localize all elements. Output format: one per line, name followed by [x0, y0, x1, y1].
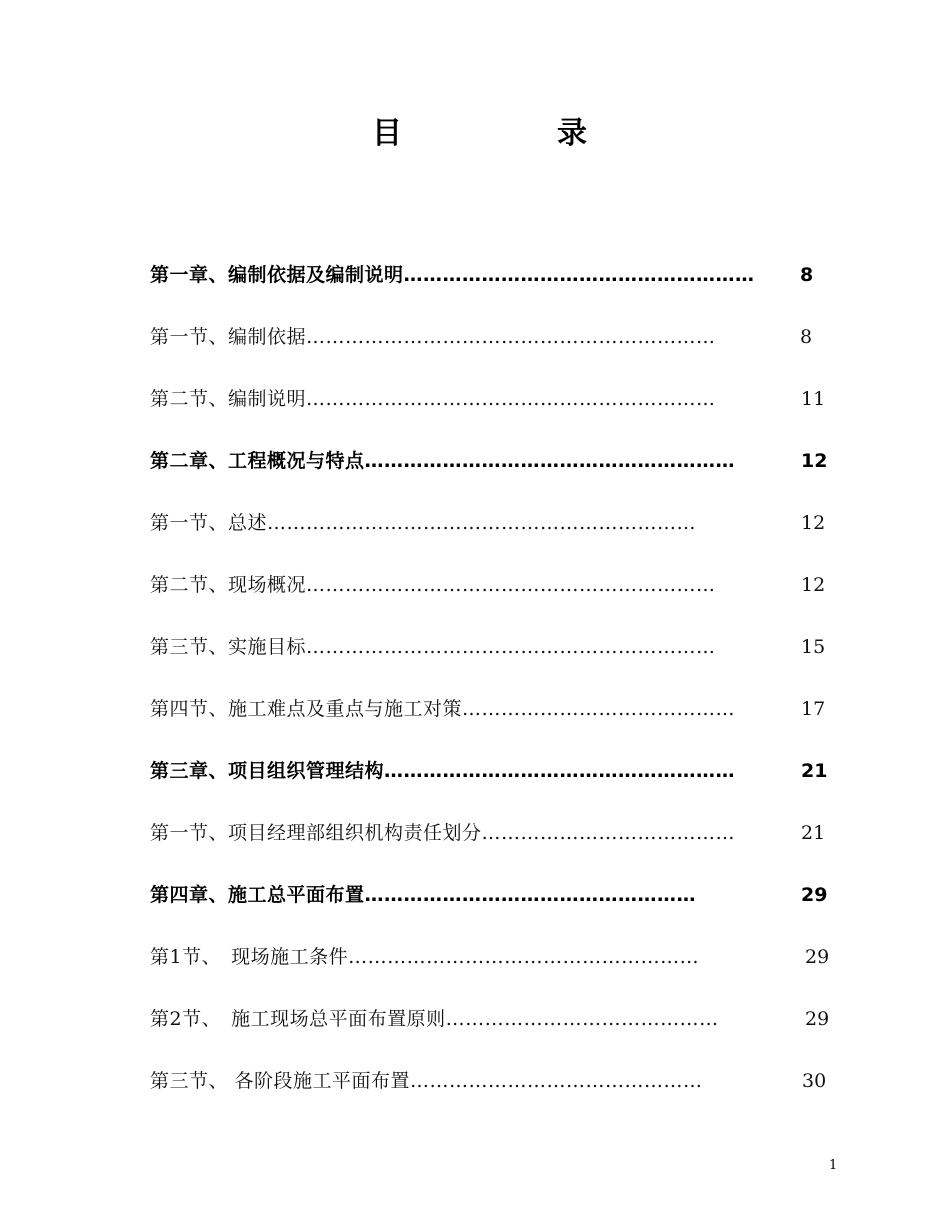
toc-entry-section[interactable]	[150, 633, 830, 661]
toc-entry-chapter-4[interactable]	[150, 881, 830, 909]
toc-entry-page: 30	[802, 1070, 827, 1092]
toc-entry-label: 第1节、 现场施工条件………………………………………………	[150, 946, 700, 968]
toc-entry-chapter-3[interactable]	[150, 757, 830, 785]
toc-entry-page: 21	[801, 760, 828, 782]
toc-entry-page: 15	[801, 636, 826, 658]
toc-entry-label: 第三章、项目组织管理结构………………………………………………	[150, 760, 736, 782]
toc-entry-label: 第2节、 施工现场总平面布置原则……………………………………	[150, 1008, 719, 1030]
toc-entry-section[interactable]	[150, 695, 830, 723]
toc-entry-page: 29	[805, 1008, 830, 1030]
toc-entry-chapter-1[interactable]	[150, 261, 830, 289]
toc-entry-label: 第三节、 各阶段施工平面布置………………………………………	[150, 1070, 703, 1092]
toc-entry-label: 第二节、编制说明………………………………………………………	[150, 388, 716, 410]
toc-entry-label: 第二章、工程概况与特点…………………………………………………	[150, 450, 736, 472]
toc-entry-chapter-2[interactable]	[150, 447, 830, 475]
toc-entry-label: 第四节、施工难点及重点与施工对策……………………………………	[150, 698, 736, 720]
toc-entry-label: 第一节、项目经理部组织机构责任划分…………………………………	[150, 822, 736, 844]
toc-title-char-1: 目	[372, 116, 402, 151]
toc-entry-label: 第三节、实施目标………………………………………………………	[150, 636, 716, 658]
toc-entry-section[interactable]	[150, 943, 830, 971]
toc-entry-page: 11	[801, 388, 826, 410]
toc-entry-page: 29	[801, 884, 828, 906]
page-number: 1	[829, 1158, 838, 1173]
toc-entry-label: 第一节、编制依据………………………………………………………	[150, 326, 716, 348]
toc-entry-label: 第二节、现场概况………………………………………………………	[150, 574, 716, 596]
toc-entry-section[interactable]	[150, 385, 830, 413]
toc-entry-page: 21	[801, 822, 826, 844]
toc-entry-page: 12	[801, 450, 828, 472]
toc-entry-page: 29	[805, 946, 830, 968]
toc-entry-section[interactable]	[150, 819, 830, 847]
toc-entry-label: 第一节、总述…………………………………………………………	[150, 512, 697, 534]
toc-entry-page: 17	[801, 698, 826, 720]
toc-entry-section[interactable]	[150, 1005, 830, 1033]
toc-entry-page: 8	[800, 326, 813, 348]
toc-entry-label: 第四章、施工总平面布置……………………………………………	[150, 884, 697, 906]
toc-entry-section[interactable]	[150, 323, 830, 351]
toc-entry-page: 12	[801, 512, 826, 534]
toc-entry-section[interactable]	[150, 571, 830, 599]
toc-entry-section[interactable]	[150, 509, 830, 537]
toc-entry-label: 第一章、编制依据及编制说明………………………………………………	[150, 264, 755, 286]
toc-entry-page: 8	[800, 264, 814, 286]
toc-title-char-2: 录	[557, 116, 587, 151]
toc-entry-page: 12	[801, 574, 826, 596]
toc-entry-section[interactable]	[150, 1067, 830, 1095]
